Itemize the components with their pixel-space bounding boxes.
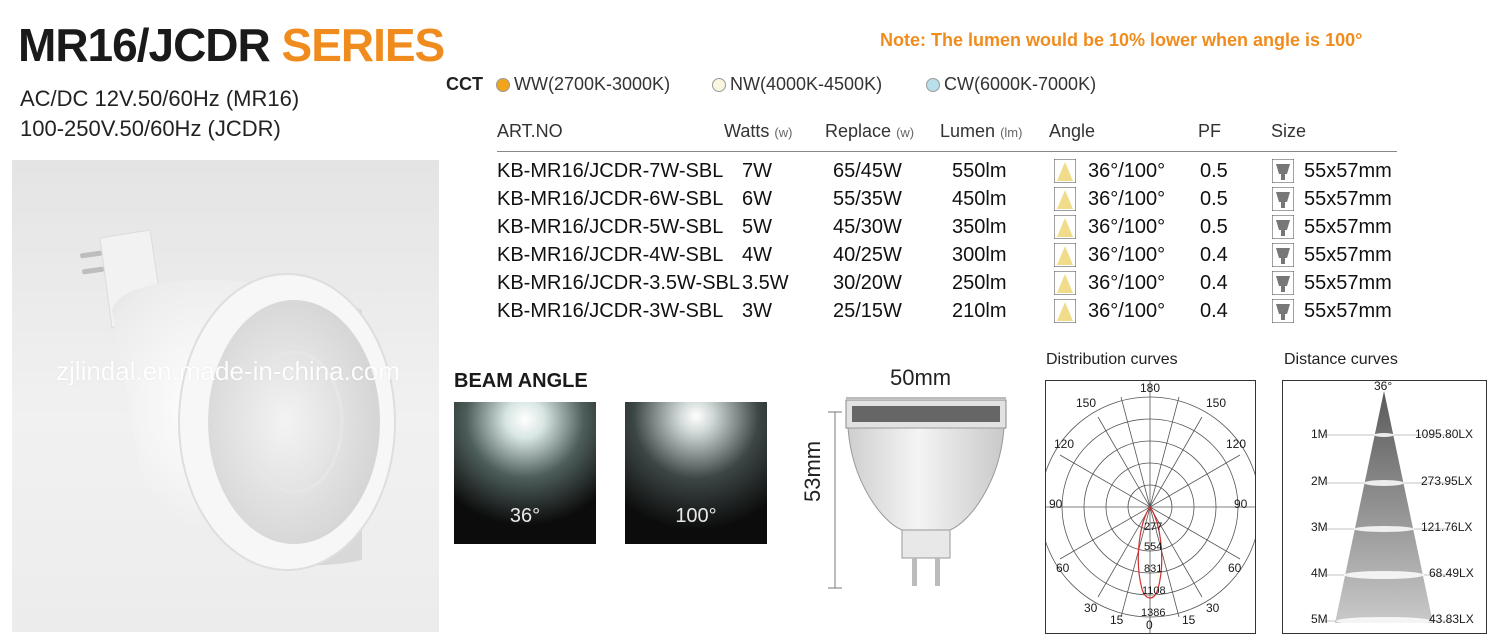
cct-option-ww (496, 74, 670, 95)
row-4-watts: 3.5W (742, 272, 789, 294)
row-1-size: 55x57mm (1304, 188, 1392, 210)
col-header-replace-text: Replace (825, 121, 892, 141)
title-main: MR16/JCDR (18, 19, 270, 71)
watermark-text: zjlindal.en.made-in-china.com (56, 356, 400, 386)
bulb-size-icon (1272, 299, 1294, 323)
row-3-replace: 40/25W (833, 244, 902, 266)
beam-angle-icon (1054, 215, 1076, 239)
row-0-angle: 36°/100° (1088, 160, 1166, 182)
row-0-replace: 65/45W (833, 160, 902, 182)
row-5-angle: 36°/100° (1088, 300, 1166, 322)
subtitle-line-1: AC/DC 12V.50/60Hz (MR16) (20, 86, 300, 111)
row-2-replace: 45/30W (833, 216, 902, 238)
beam-100-label: 100° (675, 505, 717, 527)
row-2-size: 55x57mm (1304, 216, 1392, 238)
row-5-lumen: 210lm (952, 300, 1007, 322)
angle-label: 30 (1084, 601, 1098, 615)
cct-option-ww-text: WW(2700K-3000K) (514, 74, 671, 94)
row-2-art: KB-MR16/JCDR-5W-SBL (497, 216, 724, 238)
row-4-lumen: 250lm (952, 272, 1007, 294)
angle-label: 150 (1206, 396, 1227, 410)
row-0-pf: 0.5 (1200, 160, 1228, 182)
ww-color-dot (496, 78, 510, 92)
angle-label: 60 (1056, 561, 1070, 575)
row-1-angle: 36°/100° (1088, 188, 1166, 210)
angle-label: 120 (1054, 437, 1075, 451)
angle-label: 15 (1182, 613, 1196, 627)
height-dimension-label: 53mm (800, 440, 825, 502)
radial-value: 831 (1144, 563, 1163, 575)
bulb-illustration (12, 160, 439, 632)
angle-label: 90 (1049, 497, 1063, 511)
row-1-art: KB-MR16/JCDR-6W-SBL (497, 188, 724, 210)
row-4-art: KB-MR16/JCDR-3.5W-SBL (497, 272, 741, 294)
bulb-size-icon (1272, 243, 1294, 267)
row-1-lumen: 450lm (952, 188, 1007, 210)
beam-angle-icon (1054, 243, 1076, 267)
row-2-angle: 36°/100° (1088, 216, 1166, 238)
angle-label: 120 (1226, 437, 1247, 451)
distance-label: 2M (1311, 474, 1328, 488)
row-1-pf: 0.5 (1200, 188, 1228, 210)
distance-label: 1M (1311, 427, 1328, 441)
row-2-lumen: 350lm (952, 216, 1007, 238)
title-accent: SERIES (281, 19, 445, 71)
row-1-watts: 6W (742, 188, 772, 210)
cw-color-dot (926, 78, 940, 92)
radial-value: 1108 (1142, 585, 1166, 597)
lux-label: 121.76LX (1421, 520, 1473, 534)
col-header-watts (724, 121, 792, 142)
row-5-replace: 25/15W (833, 300, 902, 322)
col-header-watts-text: Watts (724, 121, 770, 141)
row-3-size: 55x57mm (1304, 244, 1392, 266)
angle-label: 30 (1206, 601, 1220, 615)
lux-label: 273.95LX (1421, 474, 1473, 488)
bulb-size-icon (1272, 271, 1294, 295)
cct-option-nw-text: NW(4000K-4500K) (730, 74, 883, 94)
angle-label: 15 (1110, 613, 1124, 627)
angle-label: 0 (1146, 618, 1153, 632)
subtitle-line-2: 100-250V.50/60Hz (JCDR) (20, 116, 281, 141)
lux-label: 68.49LX (1429, 566, 1474, 580)
bulb-size-icon (1272, 159, 1294, 183)
distance-label: 3M (1311, 520, 1328, 534)
col-header-art: ART.NO (497, 121, 563, 141)
col-header-size: Size (1271, 121, 1307, 141)
row-0-size: 55x57mm (1304, 160, 1392, 182)
distance-title: Distance curves (1284, 351, 1398, 368)
bulb-size-icon (1272, 187, 1294, 211)
col-header-angle: Angle (1049, 121, 1096, 141)
angle-label: 180 (1140, 381, 1161, 395)
col-header-pf: PF (1198, 121, 1222, 141)
row-3-lumen: 300lm (952, 244, 1007, 266)
distance-cone (1283, 381, 1486, 633)
col-header-replace (825, 121, 914, 142)
distance-beam-angle: 36° (1374, 380, 1393, 393)
lux-label: 1095.80LX (1415, 427, 1474, 441)
row-4-angle: 36°/100° (1088, 272, 1166, 294)
lux-label: 43.83LX (1429, 612, 1474, 626)
distance-label: 5M (1311, 612, 1328, 626)
lumen-note: Note: The lumen would be 10% lower when angle is 100° (880, 30, 1363, 50)
col-header-lumen-text: Lumen (940, 121, 996, 141)
page-title (18, 18, 444, 72)
bulb-dimension-drawing (820, 392, 1020, 592)
row-5-watts: 3W (742, 300, 772, 322)
row-3-watts: 4W (742, 244, 772, 266)
angle-label: 90 (1234, 497, 1248, 511)
beam-angle-icon (1054, 299, 1076, 323)
row-5-pf: 0.4 (1200, 300, 1228, 322)
row-1-replace: 55/35W (833, 188, 902, 210)
row-5-size: 55x57mm (1304, 300, 1392, 322)
row-2-watts: 5W (742, 216, 772, 238)
col-header-watts-unit: (w) (774, 125, 793, 140)
bulb-size-icon (1272, 215, 1294, 239)
angle-label: 150 (1076, 396, 1097, 410)
row-4-pf: 0.4 (1200, 272, 1228, 294)
row-3-pf: 0.4 (1200, 244, 1228, 266)
product-photo (12, 160, 439, 632)
row-2-pf: 0.5 (1200, 216, 1228, 238)
header-divider (497, 151, 1397, 152)
row-5-art: KB-MR16/JCDR-3W-SBL (497, 300, 724, 322)
row-0-art: KB-MR16/JCDR-7W-SBL (497, 160, 724, 182)
beam-angle-icon (1054, 159, 1076, 183)
beam-36-image (454, 402, 596, 544)
radial-value: 277 (1144, 521, 1163, 533)
cct-option-cw (926, 74, 1096, 95)
distance-chart (1282, 380, 1487, 634)
row-4-size: 55x57mm (1304, 272, 1392, 294)
cct-label: CCT (446, 74, 483, 94)
col-header-lumen-unit: (lm) (1000, 125, 1023, 140)
angle-label: 60 (1228, 561, 1242, 575)
row-3-art: KB-MR16/JCDR-4W-SBL (497, 244, 724, 266)
nw-color-dot (712, 78, 726, 92)
beam-100-image (625, 402, 767, 544)
cct-option-nw (712, 74, 882, 95)
distance-label: 4M (1311, 566, 1328, 580)
radial-value: 554 (1144, 541, 1163, 553)
beam-36-label: 36° (509, 505, 541, 527)
beam-angle-title: BEAM ANGLE (454, 370, 588, 392)
row-0-lumen: 550lm (952, 160, 1007, 182)
distribution-chart (1045, 380, 1256, 634)
row-0-watts: 7W (742, 160, 772, 182)
col-header-replace-unit: (w) (896, 125, 915, 140)
radial-value: 1386 (1141, 607, 1166, 619)
width-dimension-label: 50mm (890, 365, 952, 390)
col-header-lumen (940, 121, 1022, 142)
row-3-angle: 36°/100° (1088, 244, 1166, 266)
row-4-replace: 30/20W (833, 272, 902, 294)
cct-option-cw-text: CW(6000K-7000K) (944, 74, 1097, 94)
beam-angle-icon (1054, 187, 1076, 211)
distribution-title: Distribution curves (1046, 351, 1178, 368)
beam-angle-icon (1054, 271, 1076, 295)
